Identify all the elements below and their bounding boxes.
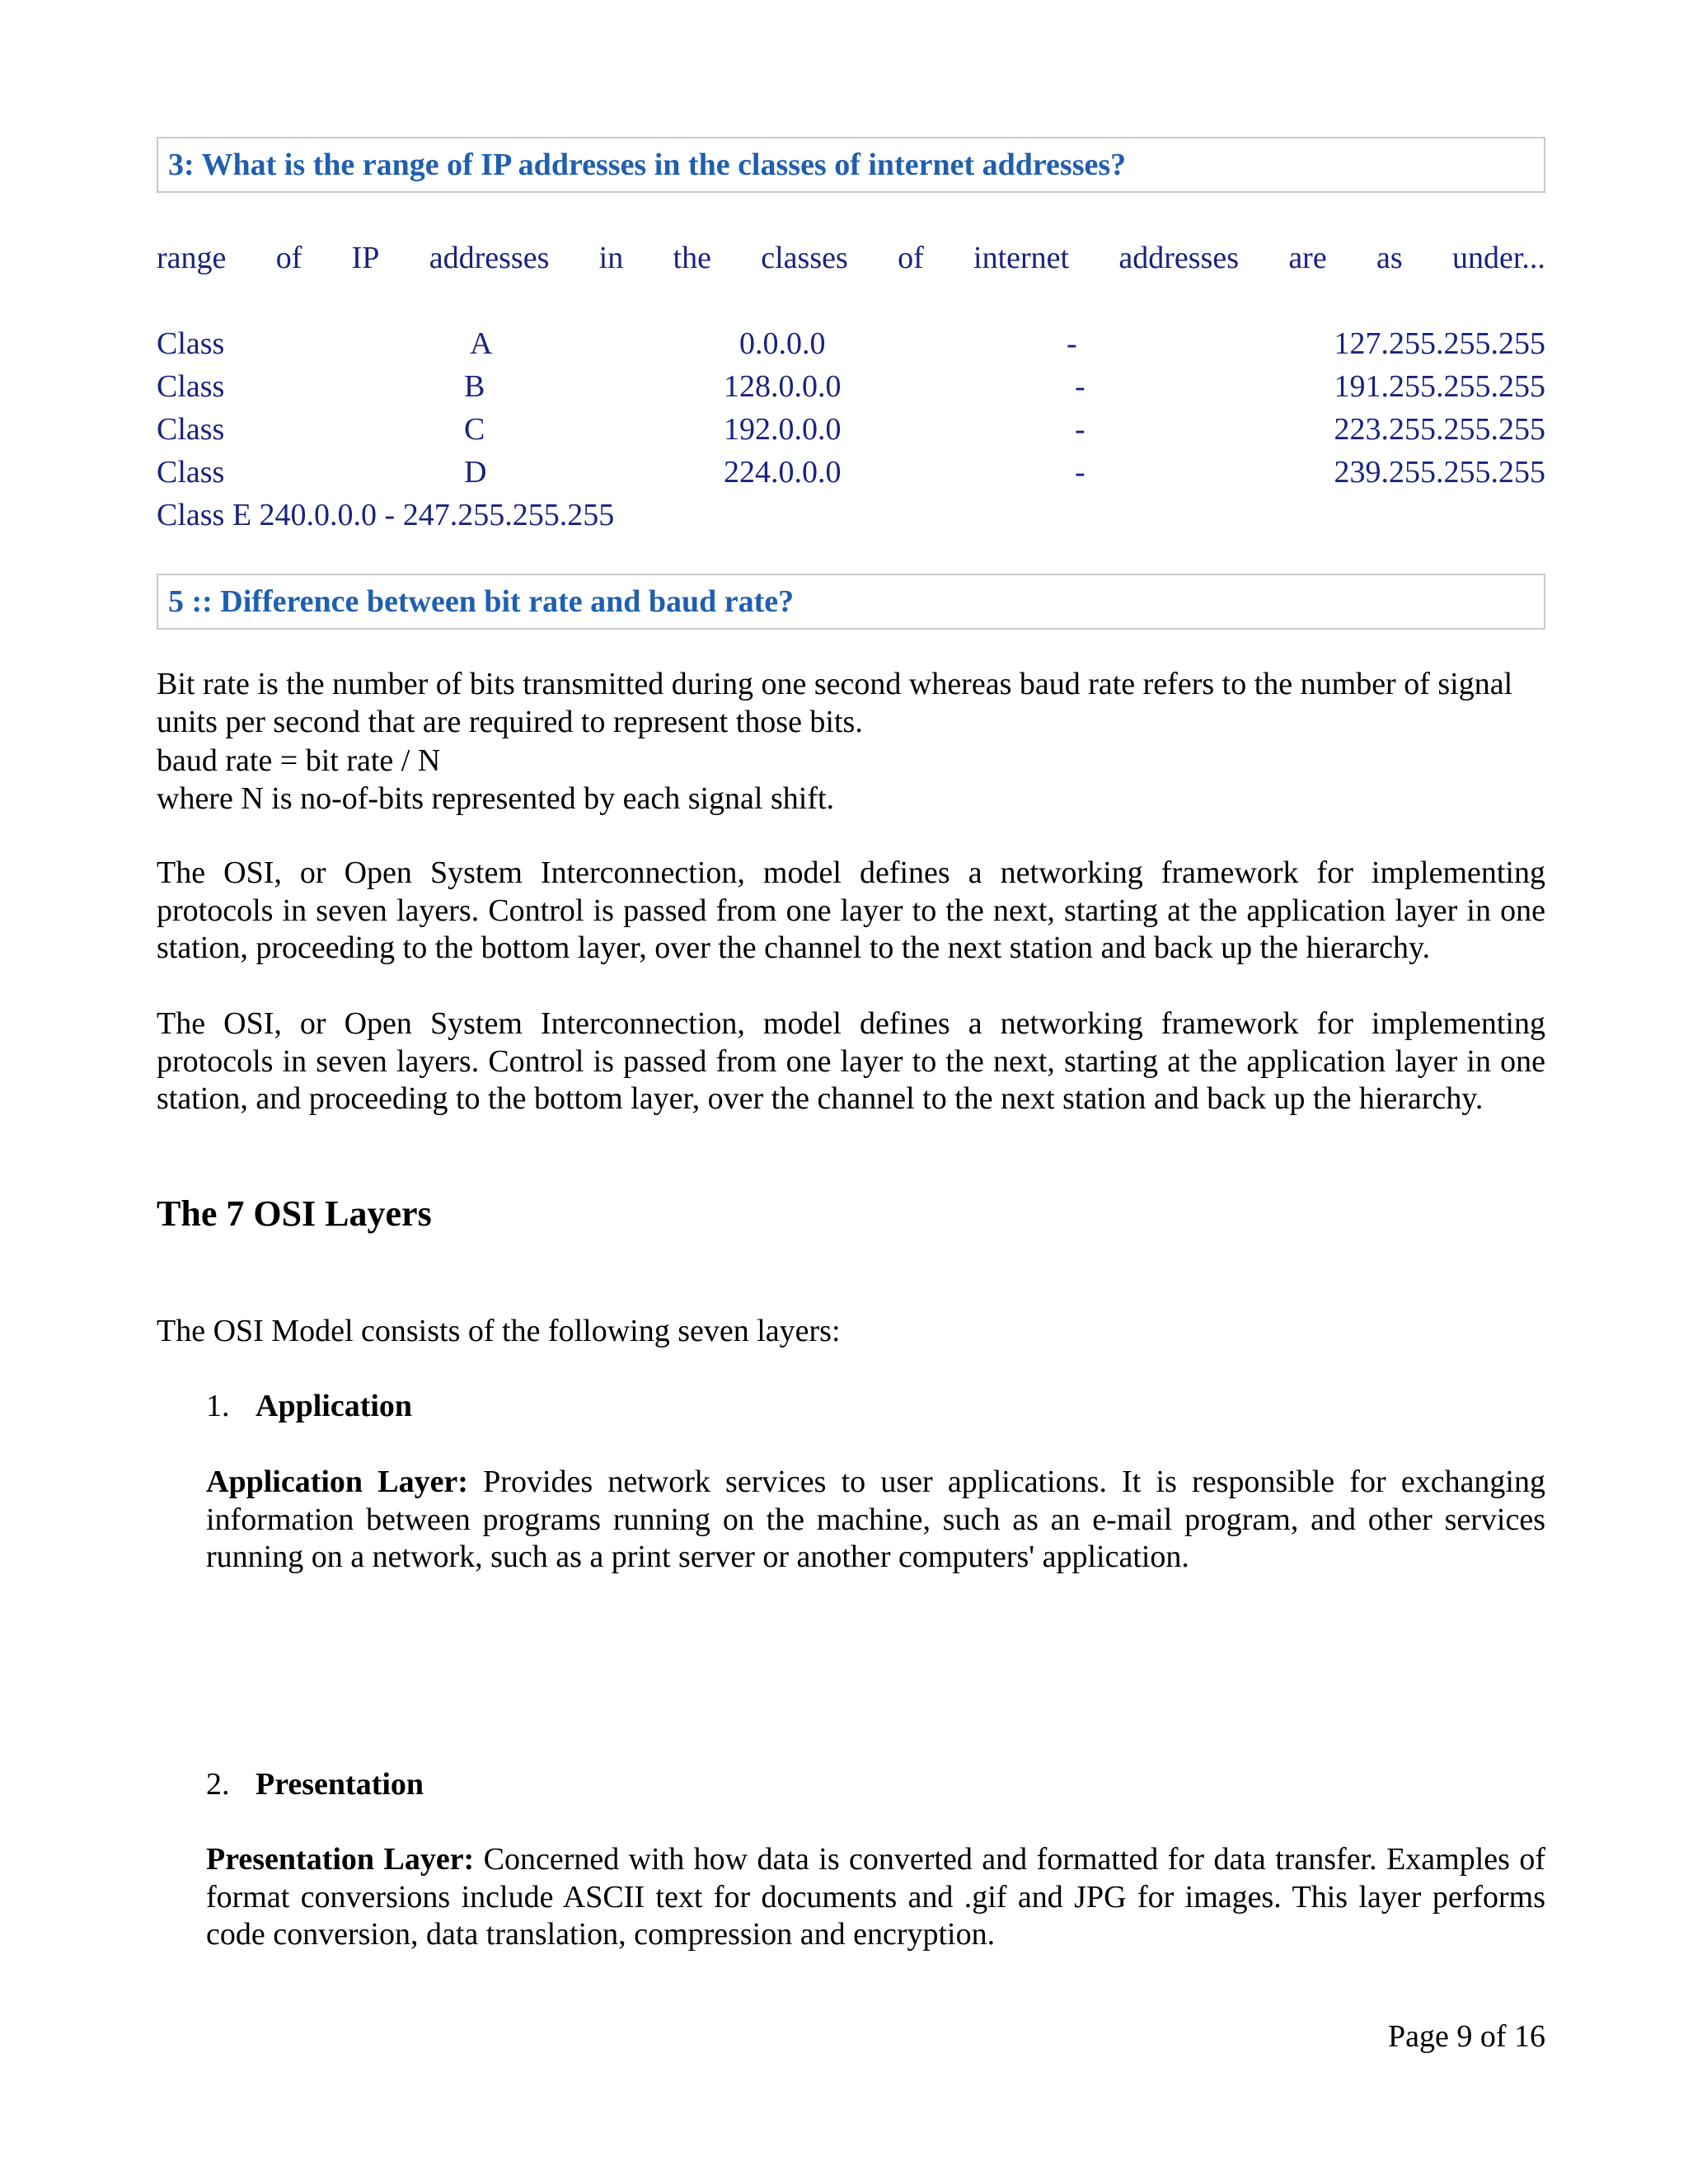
osi-paragraph-2: The OSI, or Open System Interconnection, model defines a networking framework for implementing protocols in seven layers. Control is passed from one layer to the next, starting at the application layer in one station, and proceeding to the bottom layer, over the channel to the next station and back up the hierarchy.	[157, 1006, 1545, 1116]
ip-class-row	[157, 452, 1545, 493]
class-letter: A	[470, 326, 493, 361]
bit-rate-definition: Bit rate is the number of bits transmitted during one second whereas baud rate refers to the number of signal units per second that are required to represent those bits.	[157, 667, 1513, 739]
intro-word: classes	[761, 241, 848, 275]
presentation-layer-description	[206, 1841, 1545, 1954]
class-letter: C	[464, 412, 485, 447]
class-e-line: Class E 240.0.0.0 - 247.255.255.255	[157, 498, 615, 532]
range-start: 192.0.0.0	[724, 412, 842, 447]
intro-word: internet	[973, 241, 1070, 275]
layer-title-application: Application	[256, 1389, 413, 1423]
class-label: Class	[157, 455, 225, 490]
class-letter: B	[464, 369, 485, 404]
intro-word: are	[1288, 241, 1327, 275]
intro-word: the	[673, 241, 711, 275]
class-letter: D	[464, 455, 487, 490]
class-label: Class	[157, 369, 225, 404]
range-start: 224.0.0.0	[724, 455, 842, 490]
page-number: Page 9 of 16	[1387, 2019, 1545, 2054]
osi-intro: The OSI Model consists of the following seven layers:	[157, 1314, 841, 1348]
intro-word: as	[1376, 241, 1403, 275]
baud-rate-formula: baud rate = bit rate / N	[157, 743, 441, 778]
ip-class-row	[157, 366, 1545, 407]
osi-layers-heading: The 7 OSI Layers	[157, 1193, 432, 1234]
intro-word: addresses	[1118, 241, 1240, 275]
desc-label: Presentation Layer:	[206, 1842, 475, 1877]
intro-word: under...	[1451, 241, 1545, 275]
range-dash: -	[1075, 369, 1085, 404]
range-end: 223.255.255.255	[1334, 412, 1545, 447]
ip-class-row	[157, 323, 1545, 364]
class-label: Class	[157, 326, 225, 361]
formula-explanation: where N is no-of-bits represented by each signal shift.	[157, 781, 835, 816]
list-number: 2.	[206, 1767, 230, 1802]
intro-word: range	[157, 241, 227, 275]
intro-word: of	[898, 241, 924, 275]
intro-word: of	[275, 241, 302, 275]
ip-class-row	[157, 409, 1545, 450]
intro-word: addresses	[429, 241, 550, 275]
application-layer-description	[206, 1464, 1545, 1577]
desc-label: Application Layer:	[206, 1465, 468, 1499]
question-5-heading: 5 :: Difference between bit rate and baud rate?	[157, 574, 1545, 630]
range-dash: -	[1075, 455, 1085, 490]
intro-word: in	[598, 241, 624, 275]
range-end: 239.255.255.255	[1334, 455, 1545, 490]
range-start: 0.0.0.0	[739, 326, 826, 361]
q3-intro-line	[157, 239, 1545, 277]
range-dash: -	[1075, 412, 1085, 447]
class-label: Class	[157, 412, 225, 447]
desc-text: Provides network services to user applications. It is responsible for exchanging information between programs running on the machine, such as an e-mail program, and other services running on a network, such as a print server or another computers' application.	[206, 1465, 1545, 1574]
range-end: 191.255.255.255	[1334, 369, 1545, 404]
question-3-heading: 3: What is the range of IP addresses in the classes of internet addresses?	[157, 137, 1545, 193]
osi-paragraph-1: The OSI, or Open System Interconnection, model defines a networking framework for implementing protocols in seven layers. Control is passed from one layer to the next, starting at the application layer in one station, proceeding to the bottom layer, over the channel to the next station and back up the hierarchy.	[157, 855, 1545, 965]
intro-word: IP	[351, 241, 380, 275]
range-end: 127.255.255.255	[1334, 326, 1545, 361]
desc-text: Concerned with how data is converted and formatted for data transfer. Examples of format conversions include ASCII text for documents and .gif and JPG for images. This layer performs code conversion, data translation, compression and encryption.	[206, 1842, 1546, 1952]
range-start: 128.0.0.0	[724, 369, 842, 404]
range-dash: -	[1067, 326, 1077, 361]
list-number: 1.	[206, 1389, 230, 1423]
layer-title-presentation: Presentation	[256, 1767, 424, 1802]
